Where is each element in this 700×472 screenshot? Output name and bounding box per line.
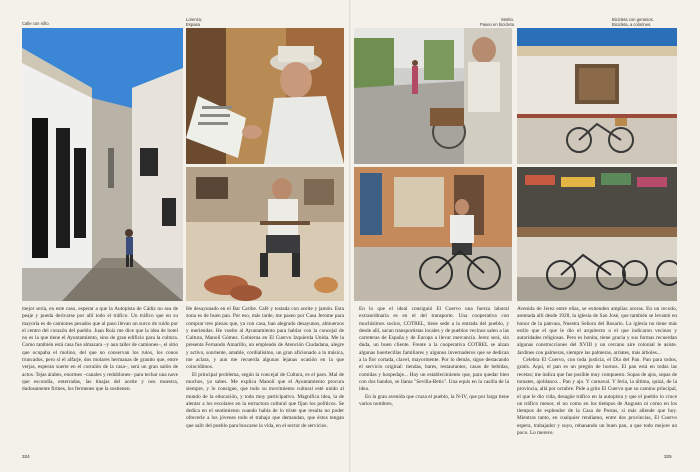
text-column-1 <box>22 306 178 452</box>
text-column-4 <box>517 306 677 452</box>
page-number-left: 324 <box>22 454 30 459</box>
paragraph: El principal problema, según la concejal de Cultura, es el paro. Mal de muchos, ya sabes. Me explica Manolí que el Ayuntamiento procura siempre, y lo consigue, que todo su movimiento cultural esté unido al mundo de la educación, y todo muy participativo. Magnífica idea, la de alentar a los escolares en la estructura cultural que fijan los políticos. Se dedica en el sentimiento cuando habla de lo triste que resulta no poder ofrecerle a los jóvenes todo el trabajo que demandan, que éstos tengan que salir del pueblo para buscarse la vida, en el sector de servicios. <box>186 371 344 429</box>
text-column-3 <box>359 306 509 452</box>
photo-building-bicycle <box>517 28 677 164</box>
caption-lorenzo: Lorenzo, Espasa <box>186 17 203 27</box>
gutter <box>349 0 351 472</box>
photo-street-child <box>22 28 183 301</box>
caption-left-top: Calle con niño. <box>22 21 50 26</box>
text-column-2 <box>186 306 344 452</box>
paragraph: Avenida de Jerez entre ellas, se extienden amplias aceras. En un recodo, asentada allí desde 1928, la iglesia de San José, que también se levantó en honor de la patrona, Nuestra Señora del Rosario. La iglesia no tiene más estilo que el que le dio el arquitecto o el que indicaron vecinos y autoridades religiosas. Pero es bonita, tiene gracia y sus formas recuerdan algunas construcciones del XVIII y un cercano aire colonial le asiste. Jardines con palmeras, siempre las palmeras, arriates, más árboles... <box>517 306 677 356</box>
photo-man-bicycle <box>354 167 512 301</box>
photo-shop-bicycles <box>517 167 677 301</box>
photo-man-sitting <box>186 167 344 301</box>
photo-man-reading <box>186 28 344 164</box>
paragraph: En lo que el ideal consiguió El Cuervo una fuerza laboral extraordinaria es en el del transporte. Una cooperativa con muchísimos socios, COTREL, tiene sede a la entrada del pueblo, y desde allí, sacan transportistas locales y de pueblos vecinos salen a las carreteras de España y de Europa a llevar mercancía. Jerez será, sin duda, un buen cliente. Frente a la cooperativa COTREL se alzan algunas huertecillas familiares y algunos invernaderos que se dedican a la flor cortada, clavel, mayormente. Por lo demás, sigue destacando el servicio original: tiendas, bares, restaurantes, casas de bebidas, comidas y hospedaje... Hay un establecimiento que, para quedar bien con dos bandos, se llama "Sevilla-Betis". Una equis en la casilla de la idea. <box>359 306 509 393</box>
caption-right-top: Bicicleta con geranios. Bicicleta, a colorines. <box>612 17 654 27</box>
caption-morito: Morito. Paseo en bicicleta <box>480 17 514 27</box>
paragraph: He desayunado en el Bar Caribe. Café y tostada con aceite y jamón. Esta zona es de buen pan. Por eso, más tarde, me paseo por Casa Jerome para comprar tres piezas que, ya con casa, han alegrado desayunos, almuerzos y meriendas. He vuelto al Ayuntamiento para hablar con la concejal de Cultura, Manolí Gómez. Gobierna en El Cuervo Izquierda Unida. Me la presenta Fernando Amarillo, un empleado de Atención Ciudadana, alegre y activo, sonriente, amable, cordialísimo, un gran aficionado a la música, me aclara, y aun me recuerda algunas lejanas ocasión en la que coincidimos. <box>186 306 344 371</box>
paragraph: mejor sería, en este caso, esperar a que la Autopista de Cádiz no sea de peaje y pueda derivarse por allí todo el tráfico. Un tráfico que en su mayoría es de camiones pesados que al paso llevan un surco de ruido por el centro del corazón del pueblo. Juan Ruiz me dice que la idea de hotel no es la que tiene el Ayuntamiento, sino de gran edificio para la cultura. Como también está casa fue almazara –y aun taller de camiones–, el sitio que ocupaba el molino, del que no conservan los rulos, los conos truncados, pero sí el alfarje, dos molares hermanas de granito que, entre verjas, esperan suerte en el corralón de la casa–, será un gran salón de actos. Tejas árabes, enormes –canales y redoblones– para techar una nave que escondía, enterradas, las tinajas del aceite y nos muestra, dudosamente firmes, los fermenes que la sostienen. <box>22 306 178 393</box>
paragraph: En la gran avenida que cruza el pueblo, la N-IV, que por larga tiene varios nombres, <box>359 393 509 407</box>
page-number-right: 325 <box>664 454 672 459</box>
paragraph: Celebra El Cuervo, con toda justicia, el Día del Pan. Pan para todos, gratis. Aquí, el pan es un pregón de hornos. El pan está en todas las recetas; me indica que fue posible muy compuesto. Sopas de ajos, sopas de tomates, ajoblanco... Pan y ajo. Y carnaval. Y feria, la última, quizá, de la provincia, allá por octubre. Pide a grito El Cuervo que su camino principal, el que le dio vida, desagüe tráfico en la autopista y que el pueblo lo cruce un tráfico menor, el no como en los tiempos de Augusto ni como en los tiempos de esplendor de la Casa de Postas, si más allende que hoy. Mientras tanto, en cualquier rendiamo, entre dos provincias, El Cuervo espera, trabajador y suyo, rebanando un buen pan, a que todo mejore un poco. Lo merece. <box>517 357 677 437</box>
photo-street-woman <box>354 28 512 164</box>
